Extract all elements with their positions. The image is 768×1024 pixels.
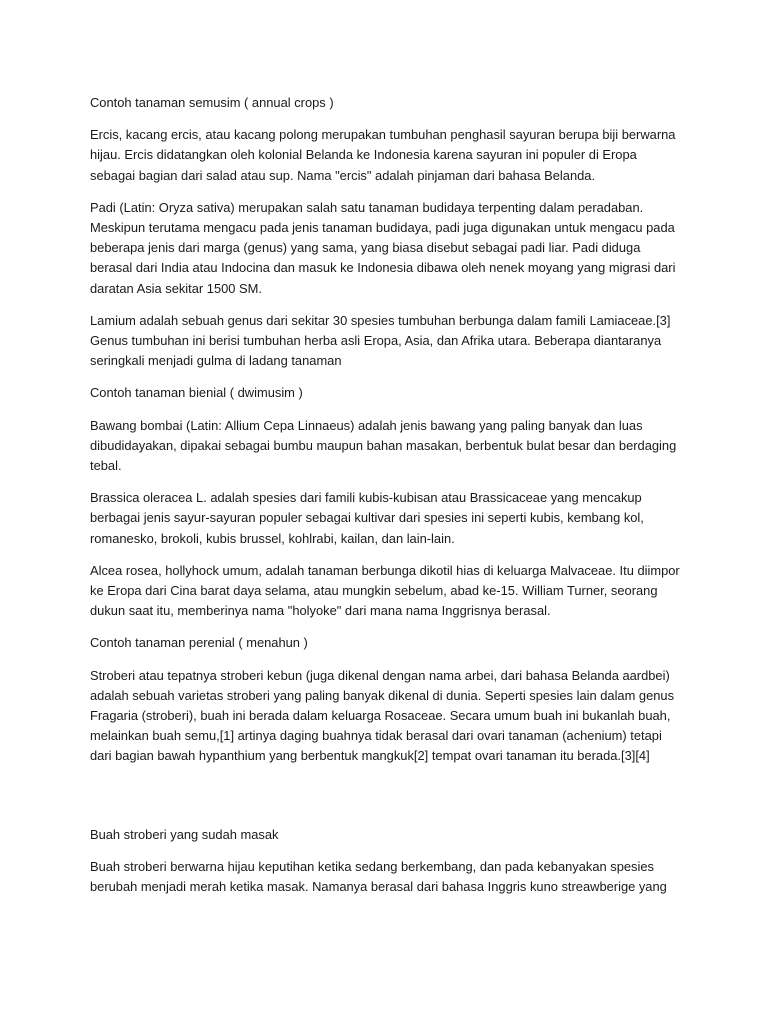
heading-annual-crops: Contoh tanaman semusim ( annual crops ) xyxy=(90,95,334,110)
paragraph-ercis: Ercis, kacang ercis, atau kacang polong merupakan tumbuhan penghasil sayuran berupa biji berwarna hijau. Ercis didatangkan oleh kolonial Belanda ke Indonesia karena sayuran ini populer di Eropa sebagai bagian dari salad atau sup. Nama "ercis" adalah pinjaman dari bahasa Belanda. xyxy=(90,127,676,183)
heading-perennial: Contoh tanaman perenial ( menahun ) xyxy=(90,635,308,651)
heading-biennial: Contoh tanaman bienial ( dwimusim ) xyxy=(90,385,303,401)
document-body xyxy=(90,93,680,909)
image-gap xyxy=(90,779,680,825)
paragraph-brassica: Brassica oleracea L. adalah spesies dari famili kubis-kubisan atau Brassicaceae yang mencakup berbagai jenis sayur-sayuran populer sebagai kultivar dari spesies ini seperti kubis, kembang kol, romanesko, brokoli, kubis brussel, kohlrabi, kailan, dan lain-lain. xyxy=(90,490,644,546)
paragraph-stroberi: Stroberi atau tepatnya stroberi kebun (juga dikenal dengan nama arbei, dari bahasa Belanda aardbei) adalah sebuah varietas stroberi yang paling banyak dikenal di dunia. Seperti spesies lain dalam genus Fragaria (stroberi), buah ini berada dalam keluarga Rosaceae. Secara umum buah ini bukanlah buah, melainkan buah semu,[1] artinya daging buahnya tidak berasal dari ovari tanaman (achenium) tetapi dari bagian bawah hypanthium yang berbentuk mangkuk[2] tempat ovari tanaman itu berada.[3][4] xyxy=(90,667,675,764)
paragraph-lamium: Lamium adalah sebuah genus dari sekitar 30 spesies tumbuhan berbunga dalam famili Lamiaceae.[3] Genus tumbuhan ini berisi tumbuhan herba asli Eropa, Asia, dan Afrika utara. Beberapa diantaranya seringkali menjadi gulma di ladang tanaman xyxy=(90,312,671,369)
caption-stroberi-masak: Buah stroberi yang sudah masak xyxy=(90,826,279,842)
paragraph-stroberi-warna: Buah stroberi berwarna hijau keputihan ketika sedang berkembang, dan pada kebanyakan spesies berubah menjadi merah ketika masak. Namanya berasal dari bahasa Inggris kuno streawberige yang xyxy=(90,858,667,895)
paragraph-alcea-rosea: Alcea rosea, hollyhock umum, adalah tanaman berbunga dikotil hias di keluarga Malvaceae. Itu diimpor ke Eropa dari Cina barat daya selama, atau mungkin sebelum, abad ke-15. William Turner, seorang dukun saat itu, memberinya nama "holyoke" dari mana nama Inggrisnya berasal. xyxy=(90,562,680,619)
paragraph-padi: Padi (Latin: Oryza sativa) merupakan salah satu tanaman budidaya terpenting dalam peradaban. Meskipun terutama mengacu pada jenis tanaman budidaya, padi juga digunakan untuk mengacu pada beberapa jenis dari marga (genus) yang sama, yang biasa disebut sebagai padi liar. Padi diduga berasal dari India atau Indocina dan masuk ke Indonesia dibawa oleh nenek moyang yang migrasi dari daratan Asia sekitar 1500 SM. xyxy=(90,199,676,296)
paragraph-bawang-bombai: Bawang bombai (Latin: Allium Cepa Linnaeus) adalah jenis bawang yang paling banyak dan luas dibudidayakan, dipakai sebagai bumbu maupun bahan masakan, berbentuk bulat besar dan berdaging tebal. xyxy=(90,417,677,474)
